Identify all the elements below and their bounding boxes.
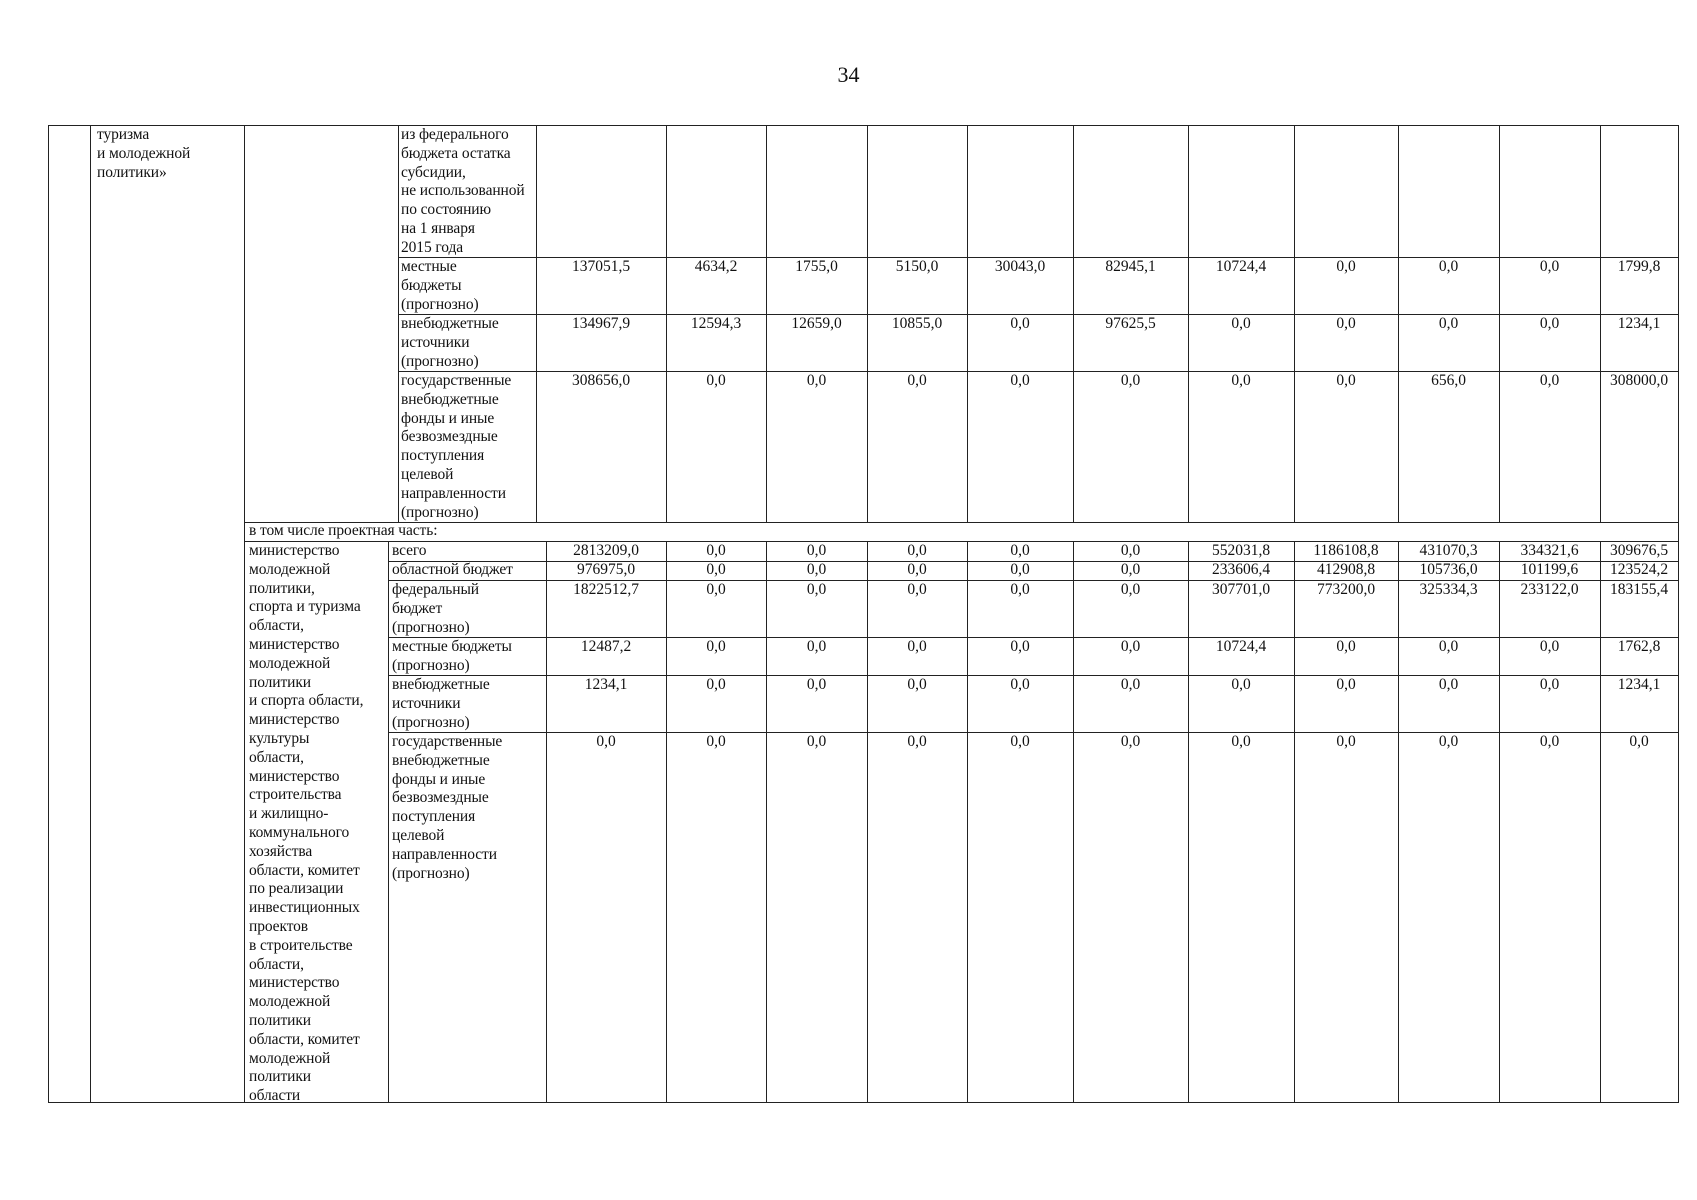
column-rule [1499, 541, 1500, 1103]
value-cell: 97625,5 [1105, 315, 1156, 332]
value-cell: 0,0 [1336, 676, 1356, 693]
value-cell: 1822512,7 [573, 581, 639, 598]
value-cell: 0,0 [706, 372, 726, 389]
value-cell: 12487,2 [580, 638, 632, 655]
value-cell: 0,0 [806, 542, 827, 559]
value-cell: 10724,4 [1215, 638, 1267, 655]
value-cell: 233606,4 [1211, 561, 1271, 578]
value-cell: 0,0 [1010, 315, 1030, 332]
value-cell: 0,0 [1120, 581, 1141, 598]
value-cell: 0,0 [907, 372, 927, 389]
executors-cell: министерство молодежной политики, спорта и туризма области, министерство молодежной политики и спорта области, министерство культуры области, министерство строительства и жилищно- коммунального хозяйства области, комитет по реализации инвестиционных проектов в строительстве области, министерство молодежной политики области, комитет молодежной политики области [249, 542, 364, 1105]
value-cell: 976975,0 [576, 561, 636, 578]
value-cell: 0,0 [1336, 258, 1356, 275]
column-rule [1294, 541, 1295, 1103]
project-section-heading: в том числе проектная часть: [249, 522, 438, 539]
value-cell: 0,0 [1336, 372, 1356, 389]
value-cell: 0,0 [1539, 372, 1560, 389]
value-cell: 0,0 [1120, 638, 1141, 655]
value-cell: 412908,8 [1316, 561, 1376, 578]
column-rule [1398, 541, 1399, 1103]
value-cell: 0,0 [907, 581, 927, 598]
table-top-border [48, 125, 1679, 126]
funding-source-label: всего [392, 542, 427, 559]
column-rule [398, 125, 399, 522]
value-cell: 308000,0 [1609, 372, 1669, 389]
value-cell: 30043,0 [994, 258, 1046, 275]
funding-source-label: областной бюджет [392, 561, 513, 578]
funding-source-label: государственные внебюджетные фонды и иные безвозмездные поступления целевой направленности (прогнозно) [401, 372, 512, 521]
page-number: 34 [837, 62, 860, 87]
value-cell: 0,0 [1539, 315, 1560, 332]
value-cell: 1799,8 [1617, 258, 1661, 275]
value-cell: 0,0 [1336, 733, 1356, 750]
value-cell: 0,0 [1010, 581, 1030, 598]
column-rule [1600, 541, 1601, 1103]
value-cell: 0,0 [706, 733, 726, 750]
funding-source-label: местные бюджеты (прогнозно) [401, 258, 479, 313]
value-cell: 0,0 [1010, 638, 1030, 655]
column-rule [1678, 125, 1679, 1103]
column-rule [867, 541, 868, 1103]
value-cell: 0,0 [1438, 676, 1459, 693]
value-cell: 10855,0 [891, 315, 943, 332]
column-rule [766, 541, 767, 1103]
column-rule [244, 125, 245, 1103]
value-cell: 0,0 [706, 638, 726, 655]
value-cell: 0,0 [806, 561, 827, 578]
value-cell: 12594,3 [690, 315, 742, 332]
column-rule [90, 125, 91, 1103]
value-cell: 0,0 [1438, 258, 1459, 275]
value-cell: 0,0 [1231, 372, 1251, 389]
value-cell: 0,0 [1010, 733, 1030, 750]
value-cell: 0,0 [1010, 542, 1030, 559]
value-cell: 0,0 [806, 372, 827, 389]
value-cell: 0,0 [1539, 258, 1560, 275]
value-cell: 334321,6 [1520, 542, 1579, 559]
funding-source-label: из федерального бюджета остатка субсидии, не использованной по состоянию на 1 января 2015 года [401, 126, 525, 256]
value-cell: 0,0 [1120, 372, 1141, 389]
column-rule [388, 541, 389, 1103]
value-cell: 1234,1 [1617, 315, 1661, 332]
value-cell: 307701,0 [1211, 581, 1271, 598]
value-cell: 0,0 [706, 561, 726, 578]
value-cell: 1186108,8 [1313, 542, 1379, 559]
value-cell: 123524,2 [1609, 561, 1669, 578]
value-cell: 0,0 [1010, 561, 1030, 578]
value-cell: 1755,0 [795, 258, 838, 275]
value-cell: 12659,0 [791, 315, 842, 332]
value-cell: 325334,3 [1419, 581, 1478, 598]
value-cell: 0,0 [706, 542, 726, 559]
value-cell: 0,0 [1231, 676, 1251, 693]
value-cell: 0,0 [706, 581, 726, 598]
value-cell: 431070,3 [1419, 542, 1478, 559]
funding-source-label: внебюджетные источники (прогнозно) [392, 676, 490, 731]
value-cell: 0,0 [907, 676, 927, 693]
value-cell: 0,0 [1438, 315, 1459, 332]
column-rule [546, 541, 547, 1103]
value-cell: 1762,8 [1617, 638, 1661, 655]
value-cell: 0,0 [1231, 315, 1251, 332]
value-cell: 0,0 [806, 638, 827, 655]
funding-source-label: внебюджетные источники (прогнозно) [401, 315, 499, 370]
value-cell: 0,0 [1010, 372, 1030, 389]
column-rule [666, 541, 667, 1103]
value-cell: 552031,8 [1211, 542, 1271, 559]
value-cell: 183155,4 [1609, 581, 1669, 598]
value-cell: 308656,0 [571, 372, 631, 389]
value-cell: 0,0 [907, 638, 927, 655]
value-cell: 0,0 [1120, 561, 1141, 578]
value-cell: 0,0 [1120, 733, 1141, 750]
value-cell: 0,0 [1231, 733, 1251, 750]
value-cell: 233122,0 [1520, 581, 1579, 598]
value-cell: 656,0 [1431, 372, 1466, 389]
value-cell: 0,0 [706, 676, 726, 693]
value-cell: 1234,1 [584, 676, 628, 693]
value-cell: 0,0 [596, 733, 616, 750]
funding-source-label: государственные внебюджетные фонды и иные безвозмездные поступления целевой направленности (прогнозно) [392, 733, 503, 882]
value-cell: 4634,2 [694, 258, 738, 275]
value-cell: 0,0 [806, 676, 827, 693]
value-cell: 0,0 [1120, 676, 1141, 693]
value-cell: 101199,6 [1520, 561, 1579, 578]
value-cell: 0,0 [907, 733, 927, 750]
program-name-cell: туризма и молодежной политики» [97, 126, 191, 181]
column-rule [1073, 541, 1074, 1103]
column-rule [1188, 541, 1189, 1103]
value-cell: 82945,1 [1105, 258, 1156, 275]
value-cell: 0,0 [806, 733, 827, 750]
column-rule [48, 125, 49, 1103]
value-cell: 0,0 [1539, 733, 1560, 750]
value-cell: 0,0 [1120, 542, 1141, 559]
value-cell: 0,0 [1010, 676, 1030, 693]
value-cell: 0,0 [1336, 315, 1356, 332]
funding-source-label: местные бюджеты (прогнозно) [392, 638, 512, 674]
value-cell: 10724,4 [1215, 258, 1267, 275]
value-cell: 0,0 [1438, 638, 1459, 655]
funding-source-label: федеральный бюджет (прогнозно) [392, 581, 479, 636]
value-cell: 0,0 [907, 542, 927, 559]
value-cell: 0,0 [806, 581, 827, 598]
value-cell: 773200,0 [1316, 581, 1376, 598]
value-cell: 309676,5 [1609, 542, 1669, 559]
value-cell: 0,0 [1539, 676, 1560, 693]
value-cell: 0,0 [1539, 638, 1560, 655]
value-cell: 0,0 [1438, 733, 1459, 750]
value-cell: 2813209,0 [573, 542, 639, 559]
value-cell: 5150,0 [895, 258, 939, 275]
value-cell: 0,0 [907, 561, 927, 578]
column-rule [967, 541, 968, 1103]
value-cell: 1234,1 [1617, 676, 1661, 693]
value-cell: 137051,5 [571, 258, 631, 275]
value-cell: 134967,9 [571, 315, 631, 332]
value-cell: 0,0 [1336, 638, 1356, 655]
value-cell: 0,0 [1629, 733, 1649, 750]
value-cell: 105736,0 [1419, 561, 1478, 578]
